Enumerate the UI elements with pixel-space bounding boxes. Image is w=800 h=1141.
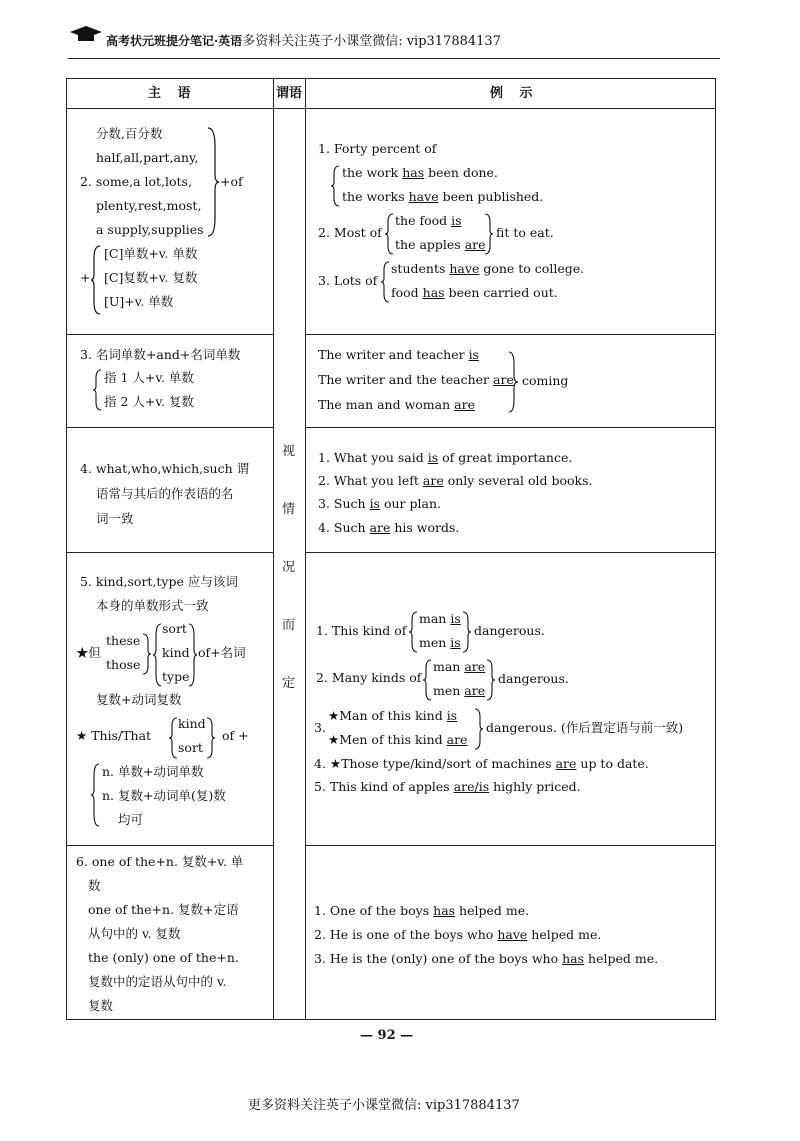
right-brace-icon bbox=[142, 632, 152, 676]
row2-subject-title: 3. 名词单数+and+名词单数 bbox=[80, 347, 241, 362]
col-header-example: 例 示 bbox=[490, 86, 539, 101]
col-divider-1 bbox=[273, 78, 274, 1020]
right-brace-icon bbox=[206, 716, 216, 760]
row4-n-line: 均可 bbox=[118, 812, 144, 827]
row3-example: 4. Such are his words. bbox=[318, 520, 460, 535]
row2-example-c: The man and woman are bbox=[318, 397, 475, 412]
row4-example-3-num: 3. bbox=[314, 720, 326, 735]
row4-example-2a: man are bbox=[433, 659, 486, 674]
row5-subject-line: 6. one of the+n. 复数+v. 单 bbox=[76, 854, 244, 869]
row4-n-line: n. 复数+动词单(复)数 bbox=[102, 788, 226, 803]
row5-subject-line: 从句中的 v. 复数 bbox=[88, 926, 181, 941]
row4-example-2-head: 2. Many kinds of bbox=[316, 670, 422, 685]
predicate-char: 情 bbox=[282, 502, 296, 517]
row3-subject-line: 语常与其后的作表语的名 bbox=[96, 486, 234, 501]
row1-example-3a: students have gone to college. bbox=[391, 261, 585, 276]
row1-subject-sub: [U]+v. 单数 bbox=[104, 294, 174, 309]
row5-subject-line: 复数 bbox=[88, 998, 114, 1013]
col-header-subject: 主 语 bbox=[148, 86, 197, 101]
row1-example-1b: the works have been published. bbox=[342, 189, 544, 204]
right-brace-icon bbox=[462, 610, 472, 654]
row4-these: these bbox=[106, 633, 141, 648]
row5-subject-line: 数 bbox=[88, 878, 101, 893]
row3-example: 1. What you said is of great importance. bbox=[318, 450, 573, 465]
row4-example-3-tail: dangerous. (作后置定语与前一致) bbox=[486, 720, 684, 735]
row4-kind-word: type bbox=[162, 669, 190, 684]
right-brace-icon bbox=[474, 707, 484, 751]
row1-example-2b: the apples are bbox=[395, 237, 486, 252]
row4-n-line: n. 单数+动词单数 bbox=[102, 764, 204, 779]
left-brace-icon bbox=[90, 244, 102, 316]
row4-example-3a: ★Man of this kind is bbox=[328, 708, 458, 723]
row1-example-2-tail: fit to eat. bbox=[496, 225, 554, 240]
row5-subject-line: the (only) one of the+n. bbox=[88, 950, 239, 965]
row4-example-5: 5. This kind of apples are/is highly priced. bbox=[314, 779, 581, 794]
row4-example-3b: ★Men of this kind are bbox=[328, 732, 468, 747]
header-watermark: 多资料关注英子小课堂微信: vip317884137 bbox=[242, 34, 501, 49]
book-title: 高考状元班提分笔记·英语 bbox=[106, 34, 243, 48]
row1-subject-line: a supply,supplies bbox=[96, 222, 204, 237]
row1-example-3-head: 3. Lots of bbox=[318, 273, 378, 288]
row1-subject-plus: + bbox=[80, 270, 91, 285]
row5-subject-line: 复数中的定语从句中的 v. bbox=[88, 974, 227, 989]
row5-example: 1. One of the boys has helped me. bbox=[314, 903, 530, 918]
row4-kind-sort: kind bbox=[178, 716, 206, 731]
row4-of-plus: of + bbox=[222, 728, 249, 743]
row2-subject-sub: 指 1 人+v. 单数 bbox=[104, 370, 194, 385]
row4-kind-word: sort bbox=[162, 621, 187, 636]
row4-of-noun: of+名词 bbox=[198, 645, 246, 660]
row4-example-2-tail: dangerous. bbox=[498, 671, 569, 686]
row2-example-a: The writer and teacher is bbox=[318, 347, 479, 362]
row1-example-3b: food has been carried out. bbox=[391, 285, 558, 300]
row1-example-2-head: 2. Most of bbox=[318, 225, 382, 240]
row4-kind-word: kind bbox=[162, 645, 190, 660]
row2-subject-sub: 指 2 人+v. 复数 bbox=[104, 394, 194, 409]
row5-subject-line: one of the+n. 复数+定语 bbox=[88, 902, 239, 917]
col-header-predicate: 谓语 bbox=[276, 86, 303, 101]
row2-example-tail: coming bbox=[522, 373, 569, 388]
left-brace-icon bbox=[384, 212, 394, 256]
row4-plural-line: 复数+动词复数 bbox=[96, 692, 182, 707]
row3-example: 3. Such is our plan. bbox=[318, 496, 441, 511]
row1-example-1-head: 1. Forty percent of bbox=[318, 141, 437, 156]
row1-subject-of: +of bbox=[220, 174, 243, 189]
left-brace-icon bbox=[152, 622, 162, 688]
row4-those: those bbox=[106, 657, 141, 672]
left-brace-icon bbox=[90, 762, 100, 828]
header-rule bbox=[68, 58, 720, 59]
page-header bbox=[106, 30, 501, 49]
row3-subject-line: 词一致 bbox=[96, 511, 134, 526]
row1-subject-line: 分数,百分数 bbox=[96, 126, 163, 141]
row2-example-b: The writer and the teacher are bbox=[318, 372, 514, 387]
predicate-char: 而 bbox=[282, 618, 296, 633]
left-brace-icon bbox=[168, 716, 178, 760]
row1-example-2a: the food is bbox=[395, 213, 462, 228]
row5-example: 3. He is the (only) one of the boys who has helped me. bbox=[314, 951, 659, 966]
left-brace-icon bbox=[408, 610, 418, 654]
page-number: — 92 — bbox=[360, 1028, 414, 1043]
footer-watermark: 更多资料关注英子小课堂微信: vip317884137 bbox=[248, 1098, 520, 1113]
left-brace-icon bbox=[380, 260, 390, 304]
right-brace-icon bbox=[484, 212, 494, 256]
row4-subject-line: 本身的单数形式一致 bbox=[96, 598, 209, 613]
row1-example-1a: the work has been done. bbox=[342, 165, 498, 180]
right-brace-icon bbox=[508, 350, 520, 414]
right-brace-icon bbox=[486, 658, 496, 702]
row1-subject-sub: [C]单数+v. 单数 bbox=[104, 246, 198, 261]
row4-example-2b: men are bbox=[433, 683, 486, 698]
row1-subject-line: 2. some,a lot,lots, bbox=[80, 174, 192, 189]
row1-subject-line: half,all,part,any, bbox=[96, 150, 199, 165]
row4-kind-sort: sort bbox=[178, 740, 203, 755]
row3-example: 2. What you left are only several old books. bbox=[318, 473, 593, 488]
row4-star-but: ★但 bbox=[76, 645, 102, 660]
graduation-cap-icon bbox=[68, 24, 104, 44]
col-divider-2 bbox=[305, 78, 306, 1020]
predicate-char: 视 bbox=[282, 444, 296, 459]
left-brace-icon bbox=[92, 368, 102, 412]
right-brace-icon bbox=[188, 622, 198, 688]
row4-example-1-tail: dangerous. bbox=[474, 623, 545, 638]
row4-this-that: ★ This/That bbox=[76, 728, 152, 743]
row1-subject-line: plenty,rest,most, bbox=[96, 198, 202, 213]
row4-example-1b: men is bbox=[419, 635, 461, 650]
left-brace-icon bbox=[422, 658, 432, 702]
row1-subject-sub: [C]复数+v. 复数 bbox=[104, 270, 198, 285]
row4-subject-line: 5. kind,sort,type 应与该词 bbox=[80, 574, 238, 589]
row5-example: 2. He is one of the boys who have helped me. bbox=[314, 927, 602, 942]
row3-subject-line: 4. what,who,which,such 谓 bbox=[80, 461, 250, 476]
right-brace-icon bbox=[206, 126, 220, 238]
row4-example-4: 4. ★Those type/kind/sort of machines are up to date. bbox=[314, 756, 649, 771]
left-brace-icon bbox=[330, 164, 340, 208]
header-row-line bbox=[66, 108, 716, 109]
row4-example-1-head: 1. This kind of bbox=[316, 623, 407, 638]
row4-example-1a: man is bbox=[419, 611, 461, 626]
predicate-char: 定 bbox=[282, 676, 296, 691]
predicate-char: 况 bbox=[282, 560, 296, 575]
